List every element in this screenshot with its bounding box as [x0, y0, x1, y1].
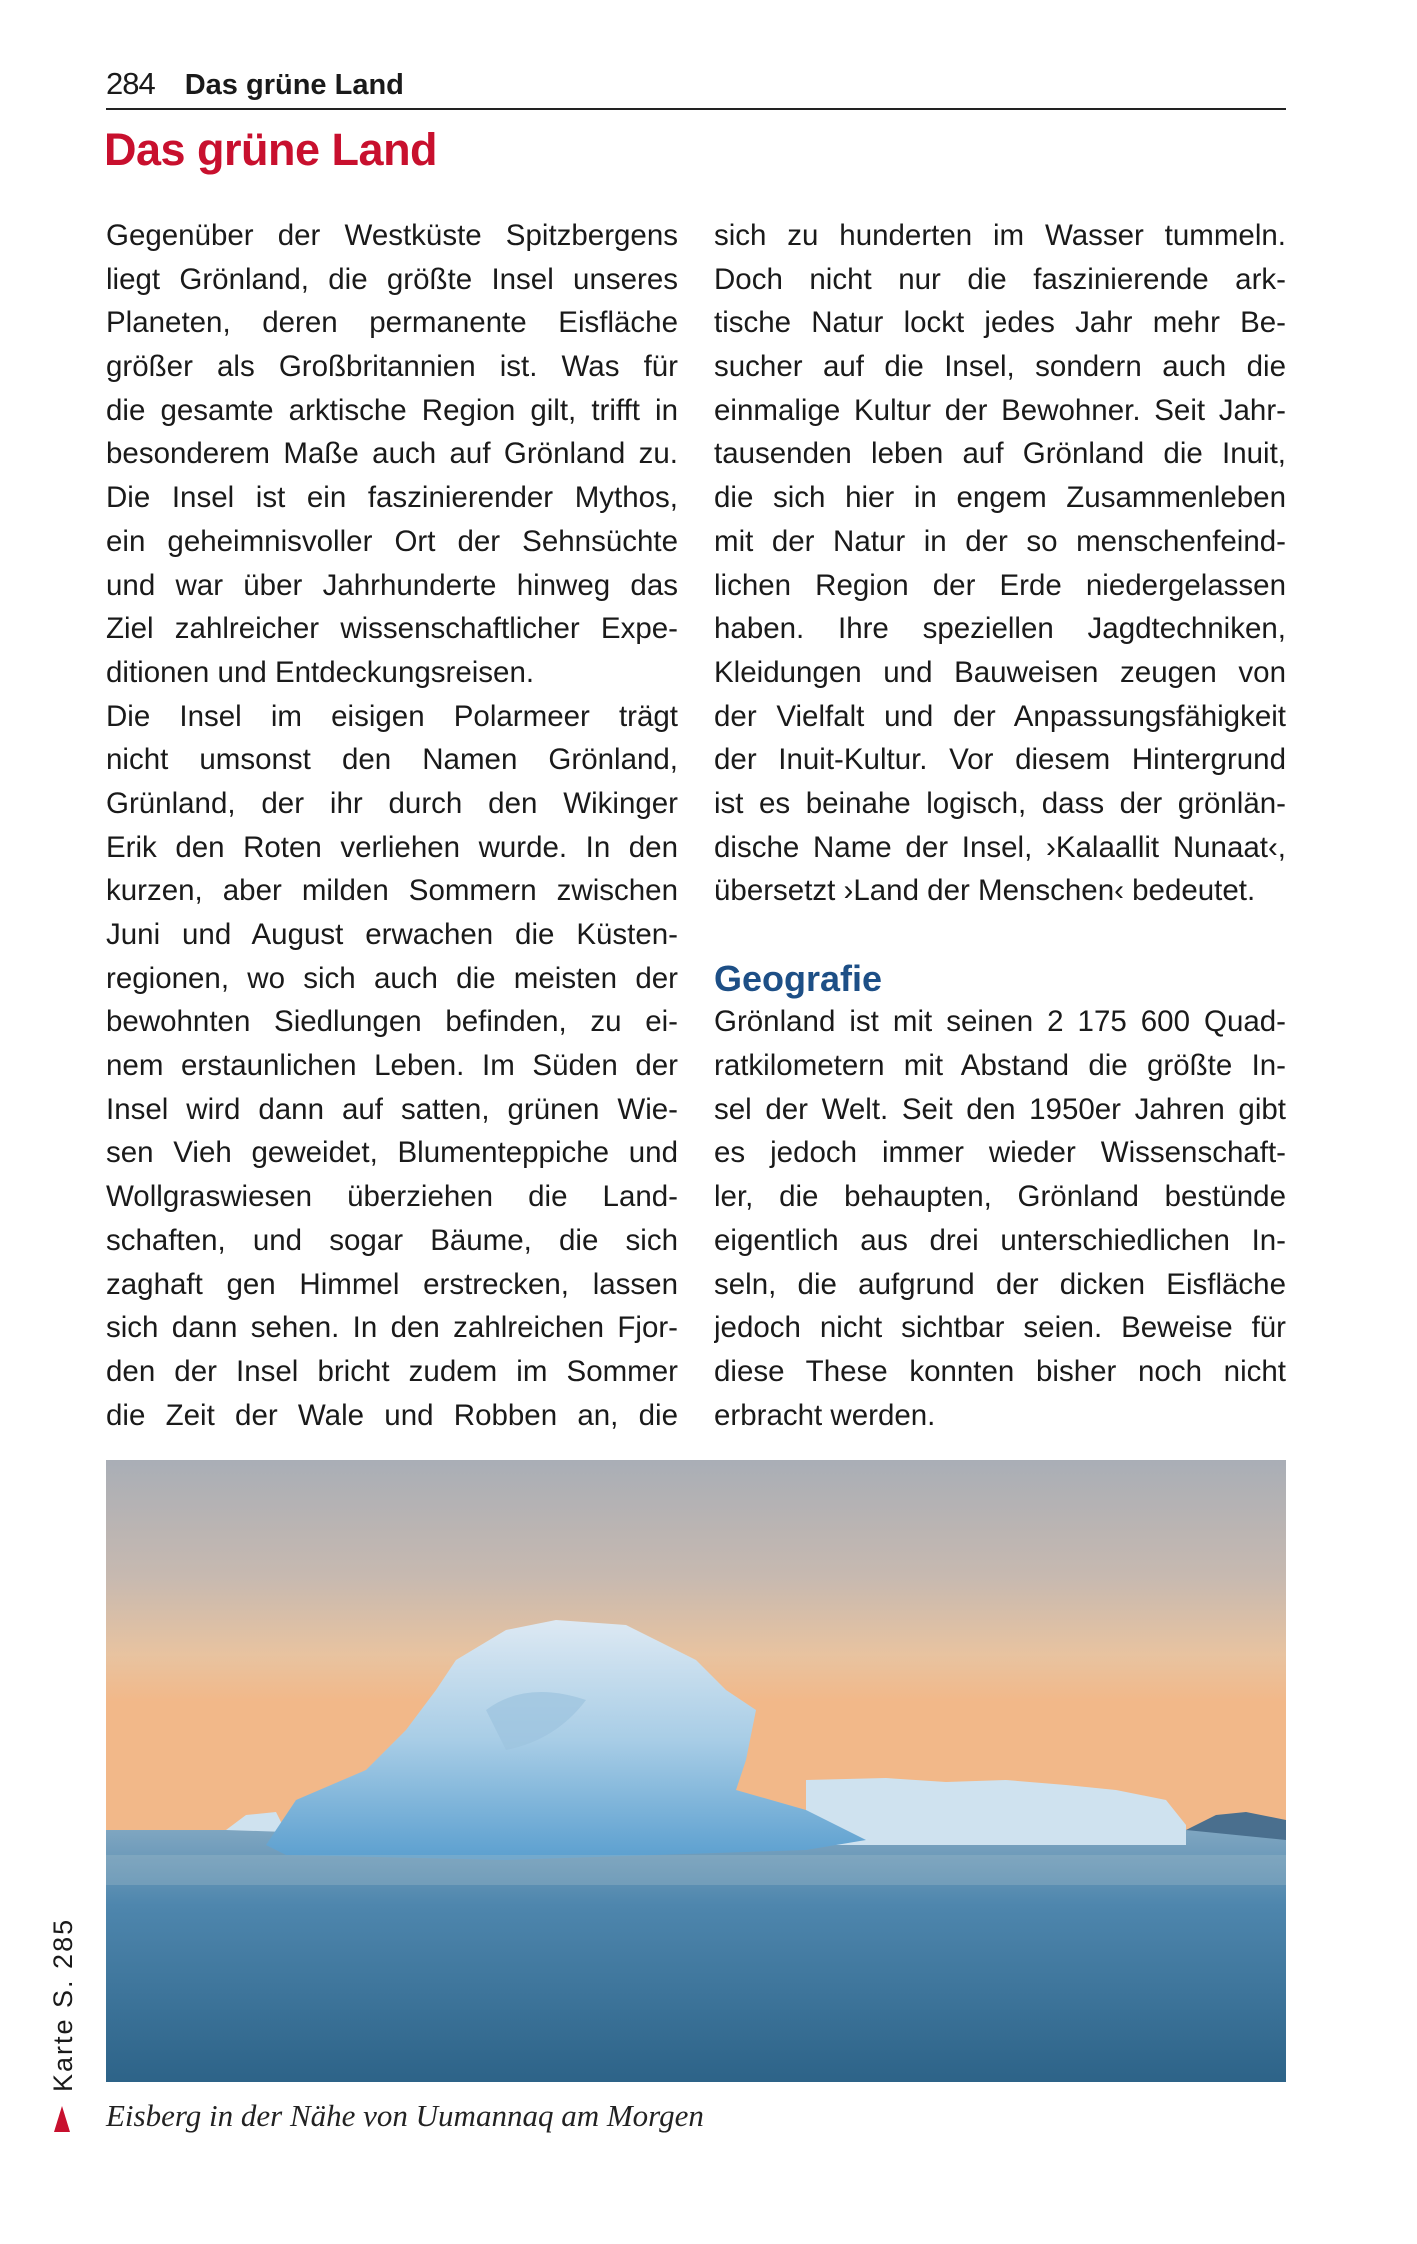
header-rule — [106, 108, 1286, 110]
chapter-title: Das grüne Land — [104, 124, 438, 175]
text-line: sel der Welt. Seit den 1950er Jahren gibt — [714, 1092, 1286, 1126]
text-line: ler, die behaupten, Grönland bestünde — [714, 1180, 1286, 1214]
text-line: zaghaft gen Himmel erstrecken, lassen — [106, 1267, 678, 1301]
right-column — [714, 214, 1286, 1437]
text-line: übersetzt ›Land der Menschen‹ bedeutet. — [714, 874, 1256, 908]
text-line: Erik den Roten verliehen wurde. In den — [106, 830, 678, 864]
text-line: Insel wird dann auf satten, grünen Wie- — [106, 1092, 678, 1126]
text-line: Planeten, deren permanente Eisfläche — [106, 306, 678, 340]
text-line: ist es beinahe logisch, dass der grönlän- — [714, 786, 1286, 820]
text-line: eigentlich aus drei unterschiedlichen In- — [714, 1223, 1286, 1257]
photo-caption: Eisberg in der Nähe von Uumannaq am Morgen — [106, 2098, 704, 2133]
text-line: der Vielfalt und der Anpassungsfähigkeit — [714, 699, 1286, 733]
text-line: nem erstaunlichen Leben. Im Süden der — [106, 1049, 678, 1083]
text-line: liegt Grönland, die größte Insel unseres — [106, 262, 678, 296]
text-line: Ziel zahlreicher wissenschaftlicher Expe- — [106, 612, 678, 646]
text-line: haben. Ihre speziellen Jagdtechniken, — [714, 612, 1286, 646]
section-heading: Geografie — [714, 957, 883, 999]
text-line: Grünland, der ihr durch den Wikinger — [106, 786, 678, 820]
text-line: sucher auf die Insel, sondern auch die — [714, 350, 1286, 384]
text-line: und war über Jahrhunderte hinweg das — [106, 568, 678, 602]
text-line: erbracht werden. — [714, 1398, 936, 1432]
text-line: die sich hier in engem Zusammenleben — [714, 481, 1286, 515]
text-line: sich zu hunderten im Wasser tummeln. — [714, 219, 1286, 252]
text-line: Grönland ist mit seinen 2 175 600 Quad- — [714, 1005, 1286, 1039]
text-line: nicht umsonst den Namen Grönland, — [106, 743, 678, 777]
text-line: kurzen, aber milden Sommern zwischen — [106, 874, 678, 908]
text-line: Die Insel im eisigen Polarmeer trägt — [106, 699, 678, 733]
text-line: seln, die aufgrund der dicken Eisfläche — [714, 1267, 1286, 1301]
text-line: lichen Region der Erde niedergelassen — [714, 568, 1286, 602]
text-line: die Zeit der Wale und Robben an, die — [106, 1398, 678, 1432]
text-line: Wollgraswiesen überziehen die Land- — [106, 1180, 678, 1214]
text-line: die gesamte arktische Region gilt, trifft in — [106, 393, 678, 427]
text-line: regionen, wo sich auch die meisten der — [106, 961, 678, 995]
text-line: tische Natur lockt jedes Jahr mehr Be- — [714, 306, 1286, 340]
text-line: sich dann sehen. In den zahlreichen Fjor- — [106, 1311, 678, 1345]
text-line: Doch nicht nur die faszinierende ark- — [714, 262, 1286, 296]
left-column — [106, 214, 678, 1437]
text-line: Gegenüber der Westküste Spitzbergens — [106, 219, 678, 252]
text-line: den der Insel bricht zudem im Sommer — [106, 1354, 678, 1388]
text-line: größer als Großbritannien ist. Was für — [106, 350, 678, 384]
text-line: ditionen und Entdeckungsreisen. — [106, 655, 535, 689]
text-line: Kleidungen und Bauweisen zeugen von — [714, 655, 1286, 689]
page-number: 284 — [106, 66, 155, 101]
text-line: es jedoch immer wieder Wissenschaft- — [714, 1136, 1286, 1170]
text-line: tausenden leben auf Grönland die Inuit, — [714, 437, 1286, 471]
text-line: dische Name der Insel, ›Kalaallit Nunaat‹, — [714, 830, 1286, 864]
text-line: Juni und August erwachen die Küsten- — [106, 918, 678, 951]
text-line: mit der Natur in der so menschenfeind- — [714, 524, 1286, 558]
text-line: Die Insel ist ein faszinierender Mythos, — [106, 481, 678, 515]
text-line — [714, 913, 1286, 957]
triangle-marker-icon — [54, 2106, 70, 2132]
iceberg-photo — [106, 1460, 1286, 2082]
running-header — [106, 66, 404, 102]
map-reference[interactable]: Karte S. 285 — [48, 1917, 78, 2092]
text-line: besonderem Maße auch auf Grönland zu. — [106, 437, 678, 471]
text-line: schaften, und sogar Bäume, die sich — [106, 1223, 678, 1257]
text-line: einmalige Kultur der Bewohner. Seit Jahr- — [714, 393, 1286, 427]
text-line: ratkilometern mit Abstand die größte In- — [714, 1049, 1286, 1083]
text-line: bewohnten Siedlungen befinden, zu ei- — [106, 1005, 678, 1039]
text-line: diese These konnten bisher noch nicht — [714, 1354, 1286, 1388]
running-title: Das grüne Land — [184, 69, 404, 101]
text-line: jedoch nicht sichtbar seien. Beweise für — [714, 1311, 1286, 1345]
text-line: der Inuit-Kultur. Vor diesem Hintergrund — [714, 743, 1286, 777]
text-line: ein geheimnisvoller Ort der Sehnsüchte — [106, 524, 678, 558]
text-line: sen Vieh geweidet, Blumenteppiche und — [106, 1136, 678, 1170]
